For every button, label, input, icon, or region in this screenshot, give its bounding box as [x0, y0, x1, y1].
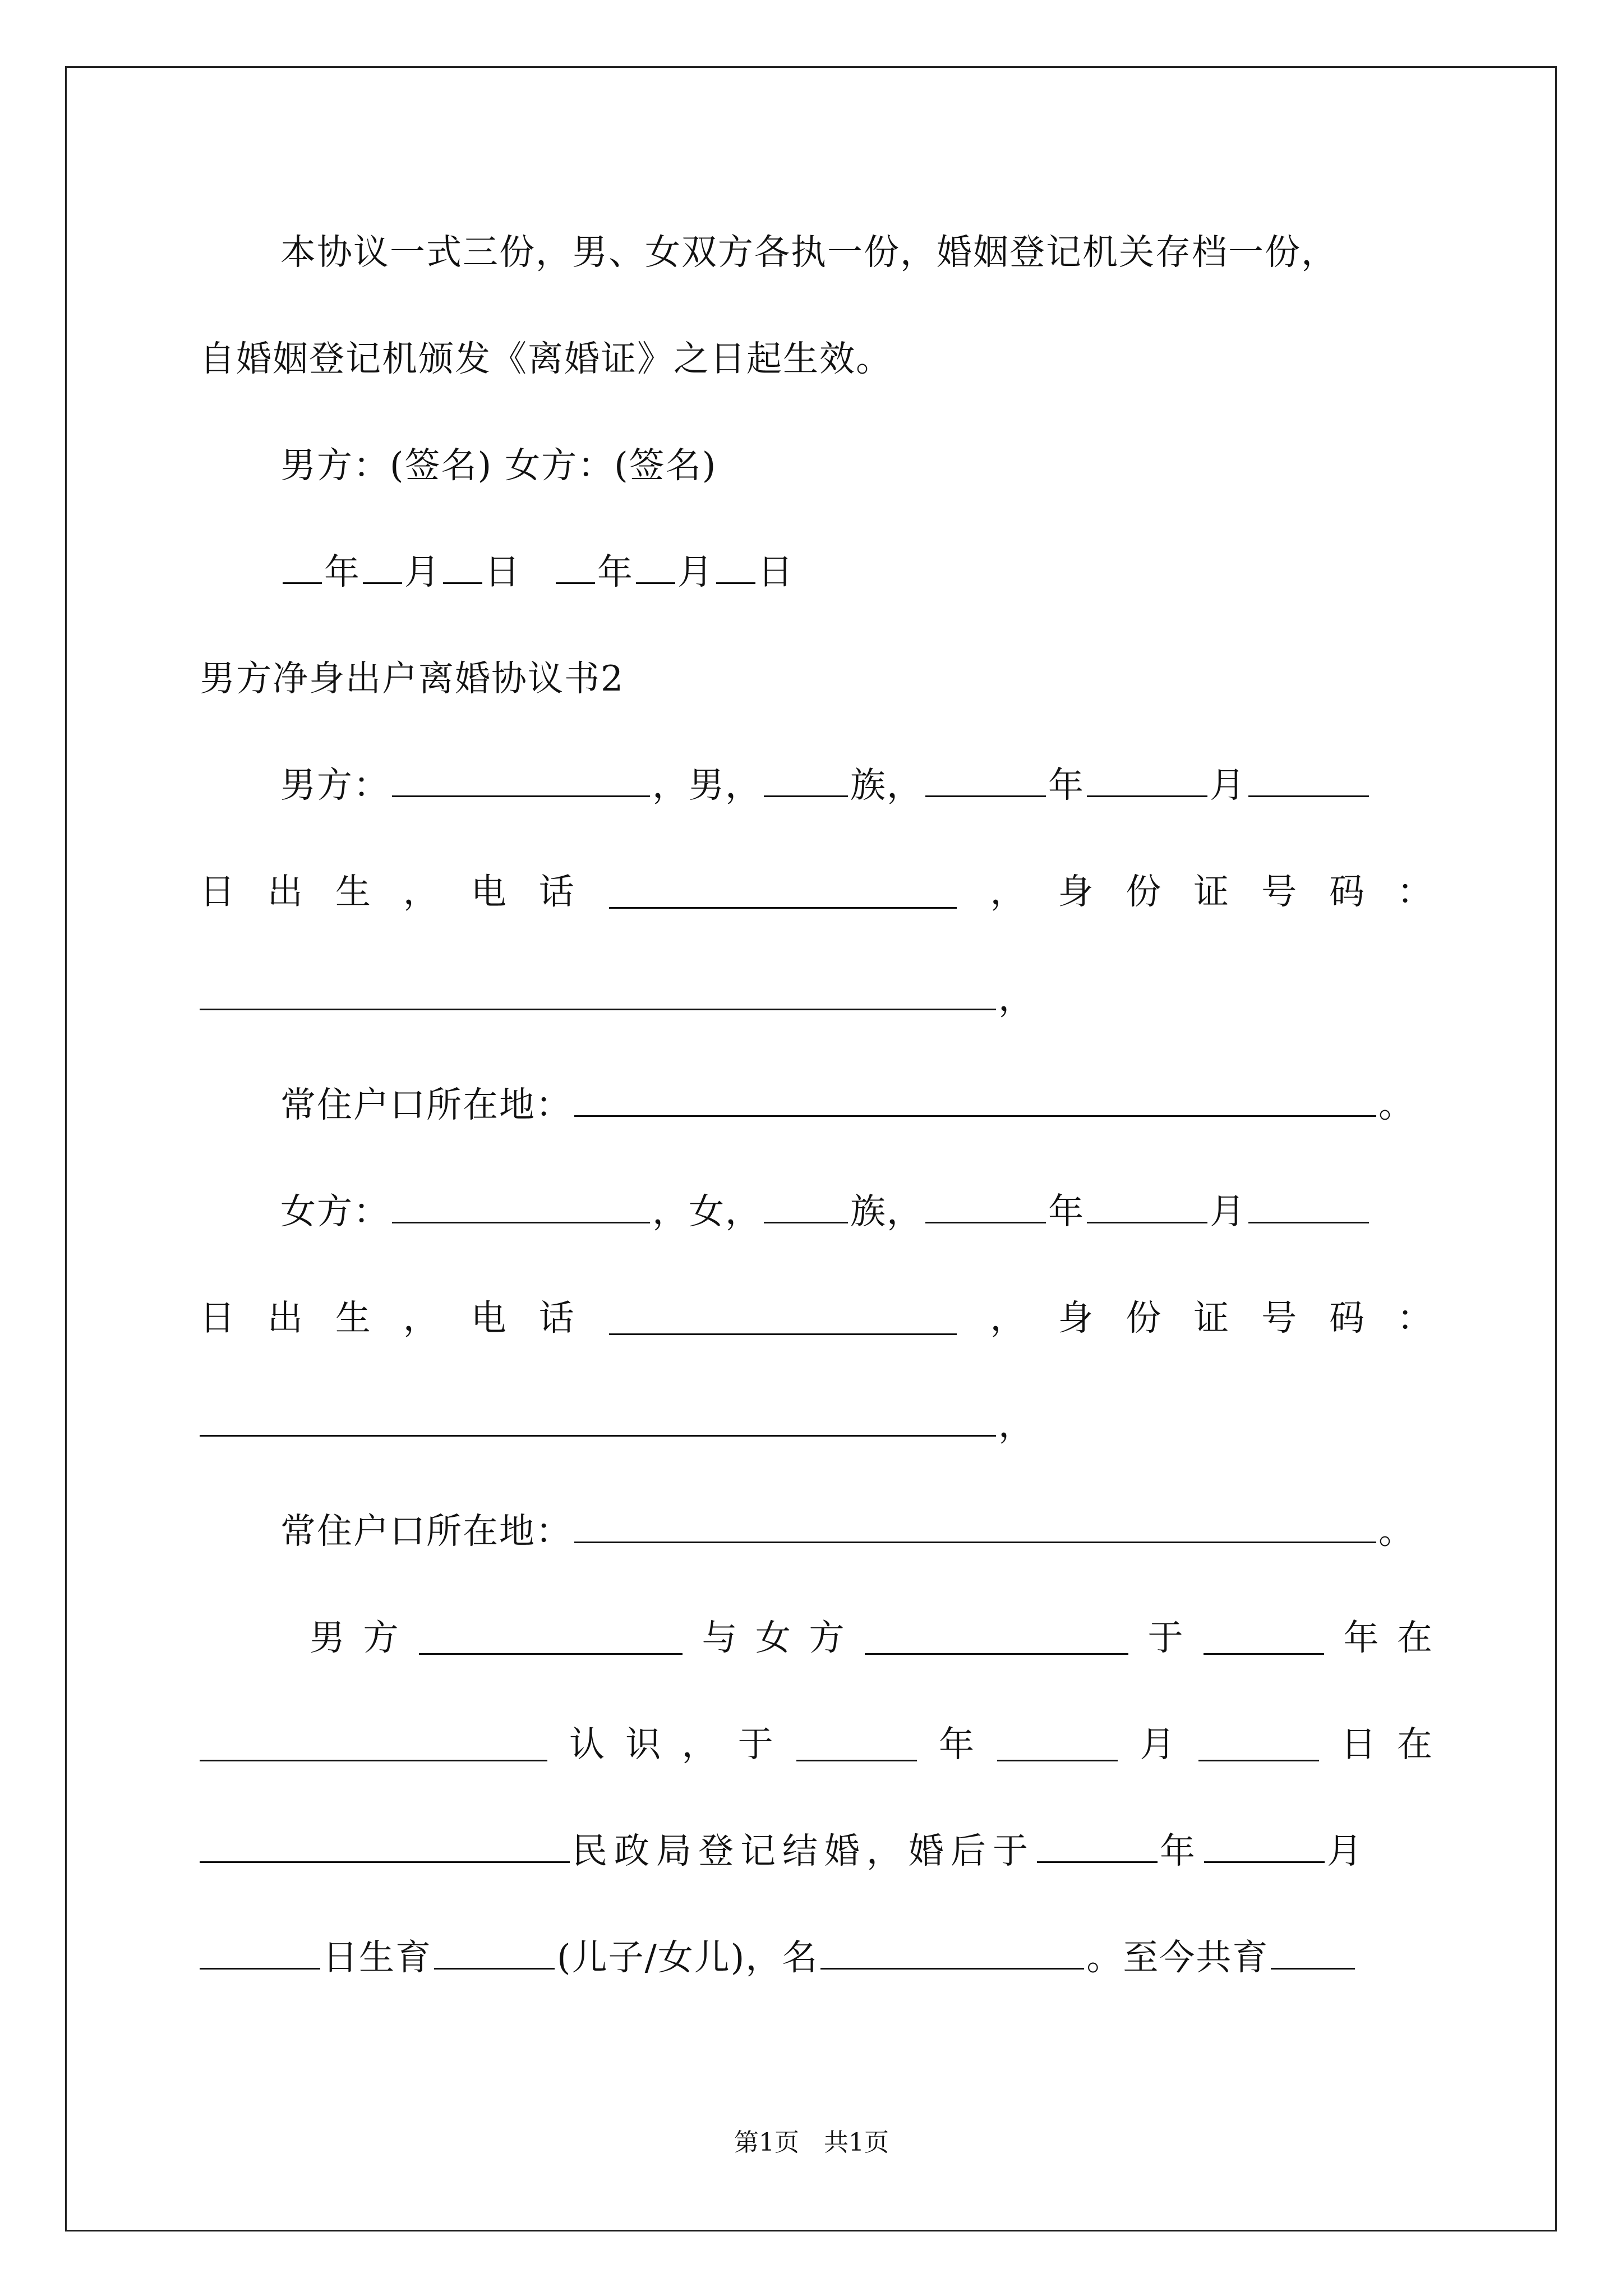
- paragraph-copies-line2: 自婚姻登记机颁发《离婚证》之日起生效。: [200, 338, 892, 379]
- marriage-month-field[interactable]: [997, 1728, 1118, 1761]
- text-char: 电: [471, 871, 508, 912]
- text-char: 年: [1343, 1617, 1380, 1658]
- woman-ethnic-field[interactable]: [764, 1190, 848, 1223]
- text-char: 码: [1329, 1297, 1366, 1338]
- date-line: [200, 547, 1433, 597]
- blank-field[interactable]: [363, 551, 402, 584]
- total-children-field[interactable]: [1271, 1936, 1355, 1970]
- woman-id-number-field[interactable]: [200, 1404, 996, 1437]
- child-name-field[interactable]: [820, 1936, 1084, 1970]
- text-char: 身: [1058, 1297, 1095, 1338]
- birth-text: 日生育: [322, 1937, 432, 1978]
- man-ethnic-field[interactable]: [764, 764, 848, 797]
- text-char: 份: [1126, 1297, 1163, 1338]
- man-info-line1: [200, 760, 1433, 811]
- man-name-field[interactable]: [419, 1622, 683, 1655]
- man-month-label: 月: [1210, 765, 1246, 806]
- man-gender: ，男，: [652, 765, 762, 806]
- woman-name-field[interactable]: [392, 1190, 650, 1223]
- text-char: ，: [990, 1297, 1027, 1338]
- date-day-label: 日: [485, 551, 521, 592]
- text-char: 于: [1147, 1617, 1184, 1658]
- text-char: 日: [200, 1297, 236, 1338]
- text-char: 身: [1058, 871, 1095, 912]
- text-char: 年: [939, 1724, 976, 1765]
- comma: ，: [998, 1404, 1035, 1445]
- text-char: 出: [267, 871, 304, 912]
- woman-info-line2: [200, 1293, 1433, 1343]
- text-char: 号: [1261, 871, 1298, 912]
- birth-month-field[interactable]: [1204, 1830, 1325, 1863]
- text-char: 话: [538, 1297, 575, 1338]
- text-char: 识: [625, 1724, 662, 1765]
- woman-residence-line: [200, 1506, 1433, 1557]
- text-char: 份: [1126, 871, 1163, 912]
- total-children-text: 。至今共育: [1086, 1937, 1269, 1978]
- man-info-line3: [200, 973, 1433, 1024]
- date-year-label: 年: [597, 551, 634, 592]
- text-char: ：: [1396, 871, 1433, 912]
- woman-birth-month-field[interactable]: [1087, 1190, 1207, 1223]
- man-birth-month-field[interactable]: [1087, 764, 1207, 797]
- paragraph-copies-line1: 本协议一式三份，男、女双方各执一份，婚姻登记机关存档一份，: [280, 232, 1338, 273]
- man-ethnic-label: 族，: [850, 765, 923, 806]
- blank-field[interactable]: [443, 551, 482, 584]
- marriage-line2: [200, 1719, 1433, 1770]
- marriage-line1: [200, 1613, 1433, 1663]
- marriage-line4: [200, 1932, 1433, 1983]
- text-char: 月: [1140, 1724, 1177, 1765]
- birth-year-field[interactable]: [1037, 1830, 1158, 1863]
- birth-day-field[interactable]: [200, 1936, 320, 1970]
- man-birth-year-field[interactable]: [925, 764, 1046, 797]
- page-number-footer: 第1页 共1页: [734, 2128, 889, 2157]
- woman-birth-day-field[interactable]: [1248, 1190, 1369, 1223]
- marriage-registration-text: 民政局登记结婚，婚后于: [572, 1830, 1035, 1871]
- text-char: 与: [702, 1617, 739, 1658]
- text-char: ，: [403, 1297, 440, 1338]
- text-char: 证: [1193, 871, 1230, 912]
- year-label: 年: [1160, 1830, 1202, 1871]
- child-count-field[interactable]: [434, 1936, 555, 1970]
- date-year-label: 年: [324, 551, 361, 592]
- woman-name-field[interactable]: [865, 1622, 1128, 1655]
- month-label: 月: [1327, 1830, 1369, 1871]
- woman-phone-field[interactable]: [609, 1302, 957, 1335]
- marriage-line3: [200, 1826, 1433, 1876]
- blank-field[interactable]: [556, 551, 595, 584]
- text-char: ：: [1396, 1297, 1433, 1338]
- civil-affairs-bureau-field[interactable]: [200, 1830, 570, 1863]
- text-char: 在: [1396, 1724, 1433, 1765]
- meet-place-field[interactable]: [200, 1728, 547, 1761]
- text-char: 话: [538, 871, 575, 912]
- text-char: 日: [200, 871, 236, 912]
- woman-ethnic-label: 族，: [850, 1191, 923, 1232]
- text-char: 证: [1193, 1297, 1230, 1338]
- text-char: 号: [1261, 1297, 1298, 1338]
- marriage-year-field[interactable]: [796, 1728, 917, 1761]
- text-char: 在: [1397, 1617, 1433, 1658]
- blank-field[interactable]: [283, 551, 322, 584]
- woman-residence-field[interactable]: [574, 1510, 1376, 1543]
- woman-year-label: 年: [1048, 1191, 1085, 1232]
- text-char: 出: [267, 1297, 304, 1338]
- man-label: 男方：: [280, 765, 390, 806]
- man-residence-field[interactable]: [574, 1084, 1376, 1117]
- text-char: 码: [1329, 871, 1366, 912]
- man-birth-day-field[interactable]: [1248, 764, 1369, 797]
- blank-field[interactable]: [636, 551, 675, 584]
- woman-info-line3: [200, 1400, 1433, 1450]
- text-char: ，: [681, 1724, 718, 1765]
- date-month-label: 月: [677, 551, 714, 592]
- woman-birth-year-field[interactable]: [925, 1190, 1046, 1223]
- man-residence-label: 常住户口所在地：: [280, 1084, 572, 1125]
- woman-gender: ，女，: [652, 1191, 762, 1232]
- marriage-day-field[interactable]: [1198, 1728, 1319, 1761]
- text-char: 于: [737, 1724, 774, 1765]
- text-char: 生: [335, 871, 372, 912]
- text-char: 方: [809, 1617, 846, 1658]
- man-phone-field[interactable]: [609, 876, 957, 909]
- period: 。: [1378, 1084, 1415, 1125]
- man-residence-line: [200, 1080, 1433, 1130]
- man-name-field[interactable]: [392, 764, 650, 797]
- text-char: 男: [310, 1617, 346, 1658]
- text-char: 生: [335, 1297, 372, 1338]
- text-char: 日: [1340, 1724, 1377, 1765]
- period: 。: [1378, 1511, 1415, 1552]
- text-char: 电: [471, 1297, 508, 1338]
- text-char: 认: [569, 1724, 606, 1765]
- date-day-label: 日: [758, 551, 795, 592]
- text-char: 女: [755, 1617, 792, 1658]
- child-type-text: (儿子/女儿)，名: [557, 1937, 819, 1978]
- woman-month-label: 月: [1210, 1191, 1246, 1232]
- text-char: ，: [403, 871, 440, 912]
- text-char: 方: [363, 1617, 400, 1658]
- woman-residence-label: 常住户口所在地：: [280, 1511, 572, 1552]
- man-year-label: 年: [1048, 765, 1085, 806]
- woman-label: 女方：: [280, 1191, 390, 1232]
- comma: ，: [998, 978, 1035, 1019]
- section-title: 男方净身出户离婚协议书2: [200, 658, 625, 699]
- man-info-line2: [200, 867, 1433, 917]
- meet-year-field[interactable]: [1204, 1622, 1324, 1655]
- woman-info-line1: [200, 1186, 1433, 1237]
- page-border: [65, 66, 1557, 2231]
- signature-line: 男方：(签名) 女方：(签名): [280, 445, 717, 486]
- man-id-number-field[interactable]: [200, 977, 996, 1010]
- text-char: ，: [990, 871, 1027, 912]
- blank-field[interactable]: [716, 551, 755, 584]
- date-month-label: 月: [404, 551, 441, 592]
